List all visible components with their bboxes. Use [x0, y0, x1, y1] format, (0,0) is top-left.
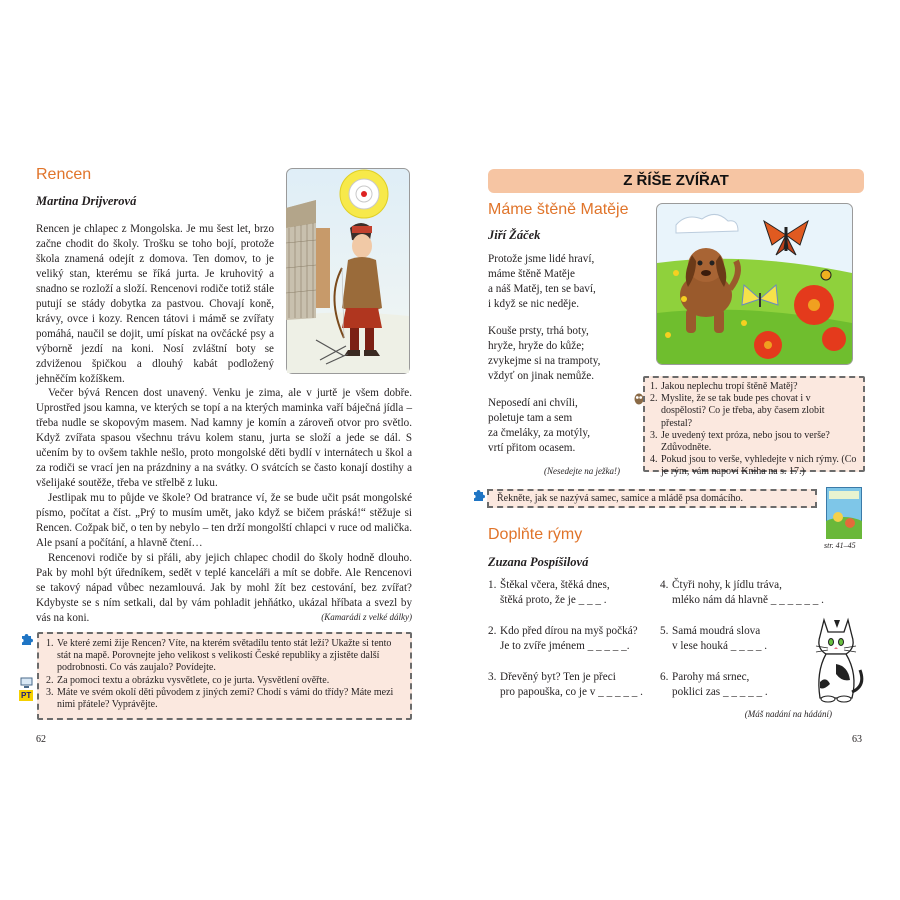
dog-tip-box: Řekněte, jak se nazývá samec, samice a mládě psa domácího.	[487, 489, 817, 508]
poem-line: hryže, hryže do kůže;	[488, 340, 585, 352]
poem-stanzas	[488, 252, 600, 456]
story-paragraph-3: Jestlipak mu to půjde ve škole? Od bratrance ví, že se bude učit psát mongolské písmo, počítat a číst. „Prý to musím umět, jako když se bičem práská!“ stěžuje si Rencen. Cožpak bič, o ten by nebylo – ten drží mongolští chlapci v ruce od malička. Ale psaní a počítání, a hlavně čtení…	[36, 492, 412, 550]
poem-line: za čmeláky, za motýly,	[488, 427, 590, 439]
poem-source: (Nesedejte na ježka!)	[544, 466, 620, 476]
page-number-left: 62	[36, 734, 46, 745]
story-task-2: 2. Za pomoci textu a obrázku vysvětlete, co je jurta. Vysvětlení ověřte.	[46, 674, 330, 686]
story-task-1: 1. Ve které zemi žije Rencen? Víte, na kterém světadílu tento stát leží? Ukažte si tento stát na mapě. Porovnejte jeho velikost s velikostí České republiky a zjistěte další podrobnosti. Co vás zaujalo? Povídejte.	[46, 638, 392, 674]
puppy-illustration	[656, 203, 853, 365]
puzzle-icon	[472, 490, 485, 508]
rhyme-item-5: 5. Samá moudrá slova v lese houká _ _ _ _ .	[660, 625, 768, 652]
poem-author: Jiří Žáček	[488, 228, 541, 242]
book-cover	[826, 487, 862, 539]
story-title: Rencen	[36, 166, 92, 183]
poem-line: máme štěně Matěje	[488, 268, 575, 280]
poem-line: Kouše prsty, trhá boty,	[488, 325, 589, 337]
poem-title: Máme štěně Matěje	[488, 201, 629, 218]
story-author: Martina Drijverová	[36, 194, 137, 208]
pt-badge: PT	[21, 691, 32, 700]
poem-line: zvykejme si na trampoty,	[488, 355, 601, 367]
puzzle-icon	[20, 634, 33, 652]
rhyme-item-6: 6. Parohy má srnec, poklici zas _ _ _ _ _ .	[660, 671, 768, 698]
poem-line: Protože jsme lidé hraví,	[488, 253, 595, 265]
poem-line: i když se nic neděje.	[488, 298, 580, 310]
poem-line: a náš Matěj, ten se baví,	[488, 283, 596, 295]
story-paragraph-1: Rencen je chlapec z Mongolska. Je mu šest let, brzo začne chodit do školy. Trošku se toho bojí, protože škola znamená odejít z domova. Ten domov, to je veliký stan, kterému se říká jurta. Je kruhovitý a snadno se rozloží a složí. Rencenovi rodiče totiž stále putují se stády dobytka za pastvou. Chovají koně, krávy, ovce i kozy. Rencen tátovi i mámě se zvířaty pomáhá, naučil se dojit, umí pískat na ovčácké psy a výborně jezdí na koni. Nosí zvláštní boty se zdviženou špičkou a dlouhý kabát podložený jehněčím kožíškem.	[36, 223, 274, 385]
story-task-3: 3. Máte ve svém okolí děti původem z jiných zemí? Chodí s vámi do třídy? Máte mezi nimi přátele? Vyprávějte.	[46, 686, 394, 711]
poem-task-4: 4. Pokud jsou to verše, vyhledejte v nich rýmy. (Co je rým, vám napoví Kniha na s. 17.)	[650, 454, 857, 478]
story-paragraph-2: Večer bývá Rencen dost unavený. Venku je zima, ale v jurtě je všem dobře. Uprostřed jsou kamna, ve kterých se topí a na kterých maminka vaří báječná jídla – třeba nudle se skopovým masem. Nad kamny je komín a zároveň otvor pro světlo. Když zvířata spasou všechnu trávu kolem stanu, jurta se složí a jede se dál. S učením by to ovšem takhle nešlo, proto mongolské děti bydlí v internátech u škol a za rodiči se vrací jen na prázdniny a na svátky. O svátcích se často konají dostihy a všelijaké soutěže, třeba ve střelbě z luku.	[36, 387, 412, 490]
cat-illustration	[806, 612, 866, 708]
rhymes-author: Zuzana Pospíšilová	[488, 555, 589, 569]
rhymes-right-column	[660, 578, 824, 700]
page-number-right: 63	[852, 734, 862, 745]
rhyme-item-2: 2. Kdo před dírou na myš počká? Je to zvíře jménem _ _ _ _ _.	[488, 625, 638, 652]
rhymes-title: Doplňte rýmy	[488, 526, 583, 543]
book-page-reference: str. 41–45	[824, 541, 856, 550]
story-text	[36, 222, 412, 626]
poem-task-2: 2. Myslite, že se tak bude pes chovat i v dospělosti? Co je třeba, aby časem zlobit přestal?	[650, 393, 825, 429]
story-source: (Kamarádi z velké dálky)	[321, 612, 412, 622]
story-tasks	[37, 632, 412, 720]
poem-line: vždyť on jinak nemůže.	[488, 370, 595, 382]
poem-task-1: 1. Jakou neplechu tropí štěně Matěj?	[650, 381, 798, 392]
rhymes-left-column	[488, 578, 643, 700]
story-paragraph-4: Rencenovi rodiče by si přáli, aby jejich chlapec chodil do školy hodně dlouho. Pak by mohl být úředníkem, sedět v teplé kanceláři a mít se dobře. Ale Rencenovi se takový nápad vůbec nezamlouvá. Jak by mohl žít bez cestování, bez zvířat? Kdybyste se s ním setkali, dal by vám pohladit jehňátko, ukázal hříbata a svezl by vás na koni.	[36, 551, 412, 624]
poem-line: poletuje tam a sem	[488, 412, 573, 424]
rhymes-source: (Máš nadání na hádání)	[744, 709, 832, 719]
rhyme-item-1: 1. Štěkal včera, štěká dnes, štěká proto, že je _ _ _ .	[488, 579, 610, 606]
rhyme-item-4: 4. Čtyři nohy, k jídlu tráva, mléko nám dá hlavně _ _ _ _ _ _ .	[660, 579, 824, 606]
rhyme-item-3: 3. Dřevěný byt? Ten je přeci pro papouška, co je v _ _ _ _ _ .	[488, 671, 643, 698]
poem-task-3: 3. Je uvedený text próza, nebo jsou to verše? Zdůvodněte.	[650, 429, 830, 454]
poem-line: Neposedí ani chvíli,	[488, 397, 578, 409]
section-banner: Z ŘÍŠE ZVÍŘAT	[488, 169, 864, 193]
poem-tasks	[643, 376, 865, 478]
poem-line: vrtí přitom ocasem.	[488, 442, 576, 454]
